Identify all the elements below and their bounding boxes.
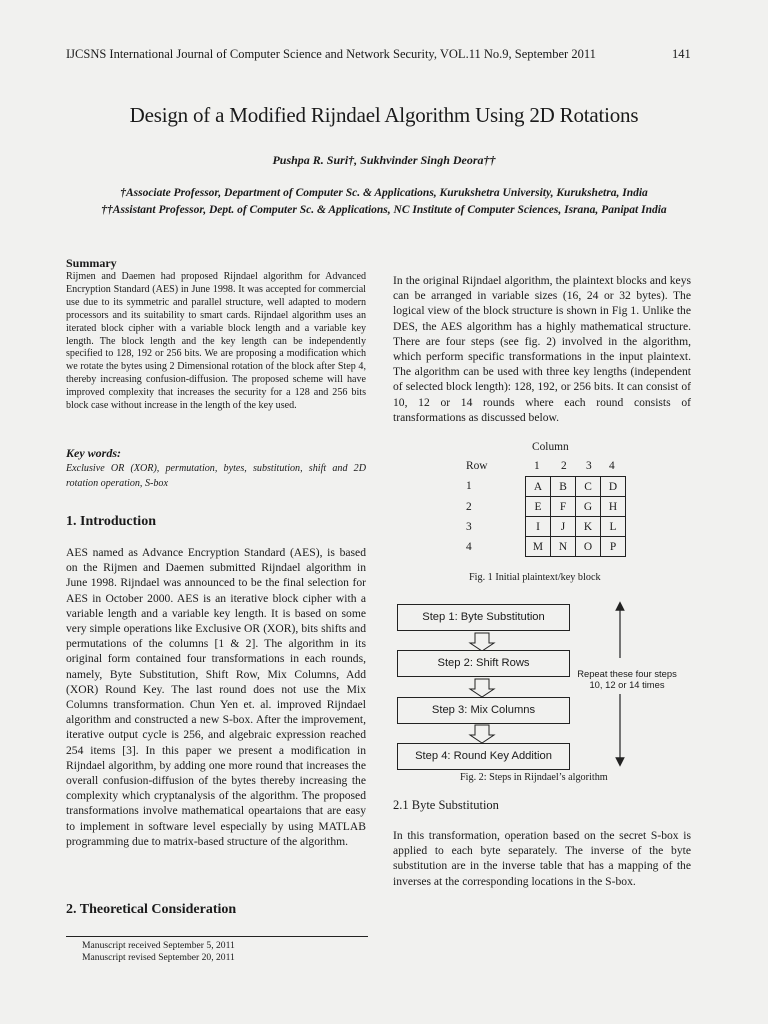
repeat-note-line-2: 10, 12 or 14 times (589, 679, 665, 690)
grid-cell: B (551, 477, 576, 497)
fig1-caption: Fig. 1 Initial plaintext/key block (469, 572, 601, 583)
grid-cell: N (551, 537, 576, 557)
down-arrow-icon (470, 633, 494, 651)
down-arrow-icon (470, 679, 494, 697)
step-4-box: Step 4: Round Key Addition (397, 743, 570, 770)
fig1-row-number: 2 (466, 501, 472, 513)
page-number: 141 (672, 47, 691, 61)
repeat-note-line-1: Repeat these four steps (577, 668, 677, 679)
keywords-text: Exclusive OR (XOR), permutation, bytes, substitution, shift and 2D rotation operation, S-box (66, 463, 366, 489)
fig1-row-label: Row (466, 460, 488, 472)
right-paragraph-1: In the original Rijndael algorithm, the plaintext blocks and keys can be arranged in variable sizes (16, 24 or 32 bytes). The logical view of the block structure is shown in Fig 1. Unlike the DES, the AES algorithm has a highly mathematical structure. There are four steps (see fig. 2) involved in the algorithm, which perform specific transformations in the input plaintext. The algorithm can be used with three key lengths (independent of selected block length): 128, 192, or 256 bits. It can consist of 10, 12 or 14 rounds where each round consists of transformations as discussed below. (393, 274, 691, 424)
summary-heading: Summary (66, 256, 117, 270)
theory-heading: 2. Theoretical Consideration (66, 902, 237, 917)
running-header: IJCSNS International Journal of Computer Science and Network Security, VOL.11 No.9, September 2011 (66, 47, 596, 61)
step-1-box: Step 1: Byte Substitution (397, 604, 570, 631)
right-paragraph-2: In this transformation, operation based on the secret S-box is applied to each byte separately. The inverse of the byte substitution are in the inverse table that has a mapping of the inverses at the corresponding locations in the S-box. (393, 829, 691, 888)
fig1-row-number: 4 (466, 541, 472, 553)
grid-cell: A (526, 477, 551, 497)
introduction-text: AES named as Advance Encryption Standard (AES), is based on the Rijmen and Daemen submitted Rijndael algorithm in June 1998. Rijndael was announced to be the final selection for AES in October 2000. AES is an iterative block cipher with a variable length and a variable key length. It is based on some very simple operations like Exclusive OR (XOR), bits shifts and permutations of the columns [1 & 2]. The algorithm in its original form contained four transformations in each rounds, namely, Byte Substitution, Shift Row, Mix Columns, Add (XOR) Round Key. The last round does not use the Mix Columns transformation. Chun Yen et. al. improved Rijndael algorithm and constructed a new S-box. After the improvement, iterative output cycle is 256, and algebraic expression reached 254 items [3]. In this paper we present a modification in Rijndael algorithm, by adding one more round that increases the overall confusion-diffusion of the bytes thereby increasing the complexity which cryptanalysis of the algorithm. The proposed transformations involve mathematical opeartaions that are easy to implement in software level especially by using MATLAB programming due to matrix-based structure of the algorithm. (66, 546, 366, 848)
fig1-col-number: 4 (609, 460, 615, 472)
affiliation-1: †Associate Professor, Department of Computer Sc. & Applications, Kurukshetra University, Kurukshetra, India (120, 187, 648, 199)
introduction-heading: 1. Introduction (66, 514, 156, 529)
grid-cell: M (526, 537, 551, 557)
fig1-col-number: 2 (561, 460, 567, 472)
step-2-box: Step 2: Shift Rows (397, 650, 570, 677)
keywords-heading: Key words: (66, 446, 121, 460)
fig1-row-number: 1 (466, 480, 472, 492)
footnote-revised: Manuscript revised September 20, 2011 (82, 952, 235, 963)
summary-text: Rijmen and Daemen had proposed Rijndael algorithm for Advanced Encryption Standard (AES) in June 1998. It was accepted for commercial use due to its symmetric and parallel structure, well adapted to modern processors and its suitability to smart cards. Rijndael algorithm uses an iterated block cipher with a variable block length and a variable key length. The block length and the key length can be independently specified to 128, 192 or 256 bits. We are proposing a modification which we rotate the bytes using 2 Dimensional rotation of the block after Step 4, thereby increasing confusion-diffusion. The proposed scheme will have improved complexity that increases the security for a 128 and 256 bits block case without increase in the length of the key used. (66, 271, 366, 412)
paper-authors: Pushpa R. Suri†, Sukhvinder Singh Deora†† (272, 153, 496, 167)
grid-cell: D (601, 477, 626, 497)
fig1-col-number: 3 (586, 460, 592, 472)
grid-cell: F (551, 497, 576, 517)
fig1-column-label: Column (532, 441, 569, 453)
fig1-row-number: 3 (466, 521, 472, 533)
grid-cell: C (576, 477, 601, 497)
paper-title: Design of a Modified Rijndael Algorithm Using 2D Rotations (129, 103, 639, 127)
fig2-caption: Fig. 2: Steps in Rijndael’s algorithm (460, 772, 608, 783)
fig1-block-grid (525, 476, 626, 557)
grid-cell: J (551, 517, 576, 537)
grid-cell: E (526, 497, 551, 517)
affiliation-2: ††Assistant Professor, Dept. of Computer Sc. & Applications, NC Institute of Computer Sciences, Israna, Panipat India (101, 204, 667, 216)
down-arrow-icon (470, 725, 494, 743)
grid-cell: K (576, 517, 601, 537)
footnote-divider (66, 936, 368, 937)
footnote-received: Manuscript received September 5, 2011 (82, 940, 235, 951)
grid-cell: I (526, 517, 551, 537)
fig1-col-number: 1 (534, 460, 540, 472)
byte-substitution-heading: 2.1 Byte Substitution (393, 798, 499, 812)
grid-cell: G (576, 497, 601, 517)
grid-cell: L (601, 517, 626, 537)
grid-cell: H (601, 497, 626, 517)
grid-cell: P (601, 537, 626, 557)
grid-cell: O (576, 537, 601, 557)
step-3-box: Step 3: Mix Columns (397, 697, 570, 724)
